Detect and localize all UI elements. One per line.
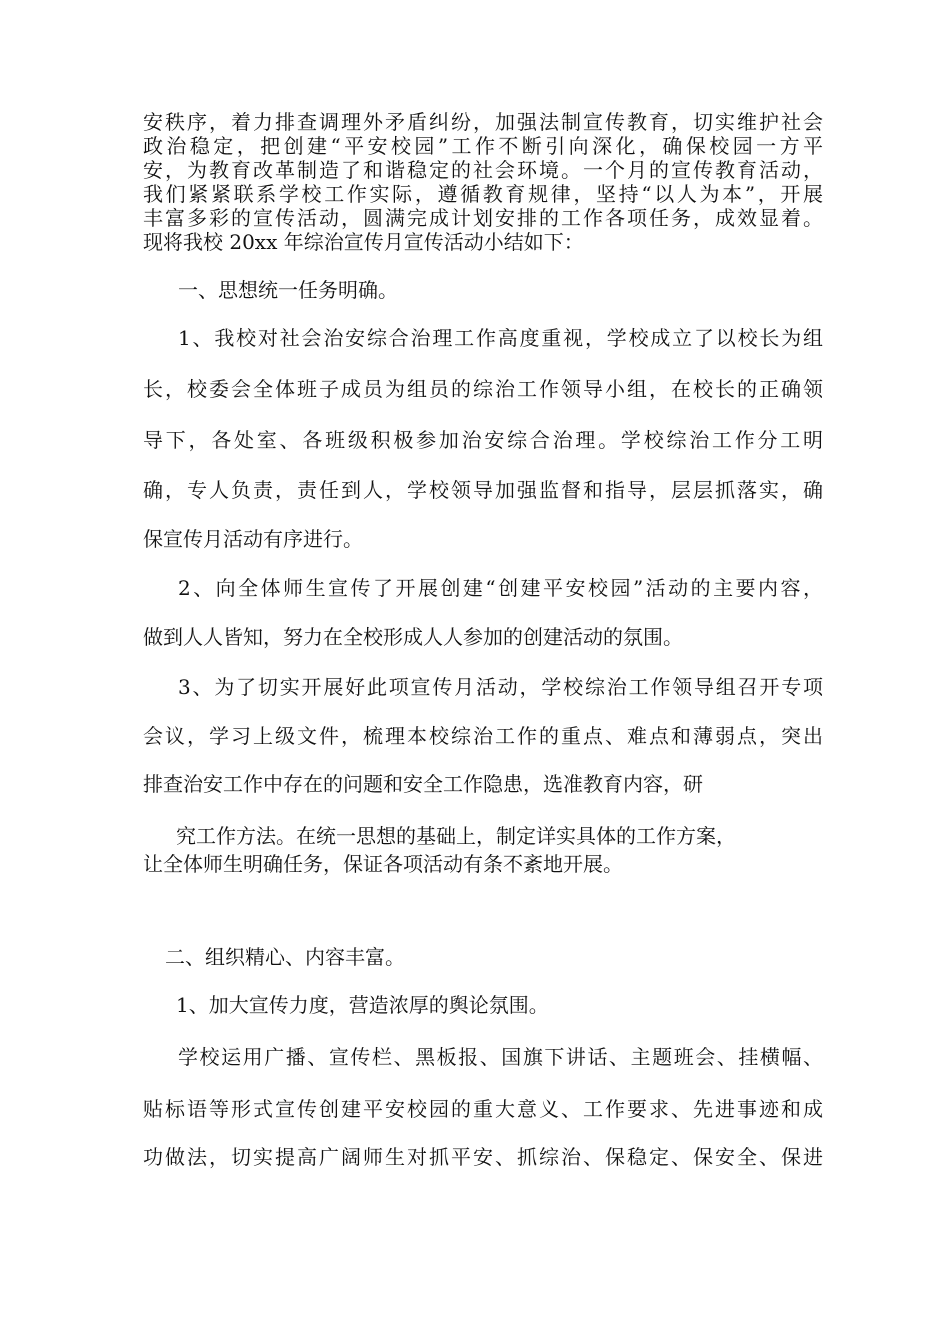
intro-line: 我们紧紧联系学校工作实际，遵循教育规律，坚持“以人为本”，开展 [143, 182, 823, 206]
paragraph-line: 让全体师生明确任务，保证各项活动有条不紊地开展。 [143, 852, 623, 876]
paragraph-line: 学校运用广播、宣传栏、黑板报、国旗下讲话、主题班会、挂横幅、 [178, 1045, 823, 1069]
section-heading: 二、组织精心、内容丰富。 [165, 945, 405, 969]
intro-line: 安秩序，着力排查调理外矛盾纠纷，加强法制宣传教育，切实维护社会 [143, 110, 823, 134]
paragraph-line: 做到人人皆知，努力在全校形成人人参加的创建活动的氛围。 [143, 625, 683, 649]
paragraph-line: 2、向全体师生宣传了开展创建“创建平安校园”活动的主要内容， [178, 576, 823, 600]
paragraph-line: 会议，学习上级文件，梳理本校综治工作的重点、难点和薄弱点，突出 [143, 724, 823, 748]
paragraph-line: 贴标语等形式宣传创建平安校园的重大意义、工作要求、先进事迹和成 [143, 1097, 823, 1121]
paragraph-line: 长，校委会全体班子成员为组员的综治工作领导小组，在校长的正确领 [143, 377, 823, 401]
paragraph-line: 导下，各处室、各班级积极参加治安综合治理。学校综治工作分工明 [143, 428, 823, 452]
subsection-heading: 1、加大宣传力度，营造浓厚的舆论氛围。 [176, 993, 549, 1017]
paragraph-line: 排查治安工作中存在的问题和安全工作隐患，选准教育内容，研 [143, 772, 703, 796]
paragraph-line: 1、我校对社会治安综合治理工作高度重视，学校成立了以校长为组 [178, 326, 823, 350]
paragraph-line: 保宣传月活动有序进行。 [143, 527, 363, 551]
paragraph-line: 功做法，切实提高广阔师生对抓平安、抓综治、保稳定、保安全、保进 [143, 1145, 823, 1169]
intro-line: 政治稳定，把创建“平安校园”工作不断引向深化，确保校园一方平 [143, 134, 823, 158]
section-heading: 一、思想统一任务明确。 [178, 278, 398, 302]
paragraph-line: 确，专人负责，责任到人，学校领导加强监督和指导，层层抓落实，确 [143, 478, 823, 502]
paragraph-line: 究工作方法。在统一思想的基础上，制定详实具体的工作方案， [176, 824, 736, 848]
intro-line: 丰富多彩的宣传活动，圆满完成计划安排的工作各项任务，成效显着。 [143, 206, 823, 230]
intro-line: 安，为教育改革制造了和谐稳定的社会环境。一个月的宣传教育活动， [143, 158, 823, 182]
paragraph-line: 3、为了切实开展好此项宣传月活动，学校综治工作领导组召开专项 [178, 675, 823, 699]
intro-line: 现将我校 20xx 年综治宣传月宣传活动小结如下： [143, 230, 584, 254]
